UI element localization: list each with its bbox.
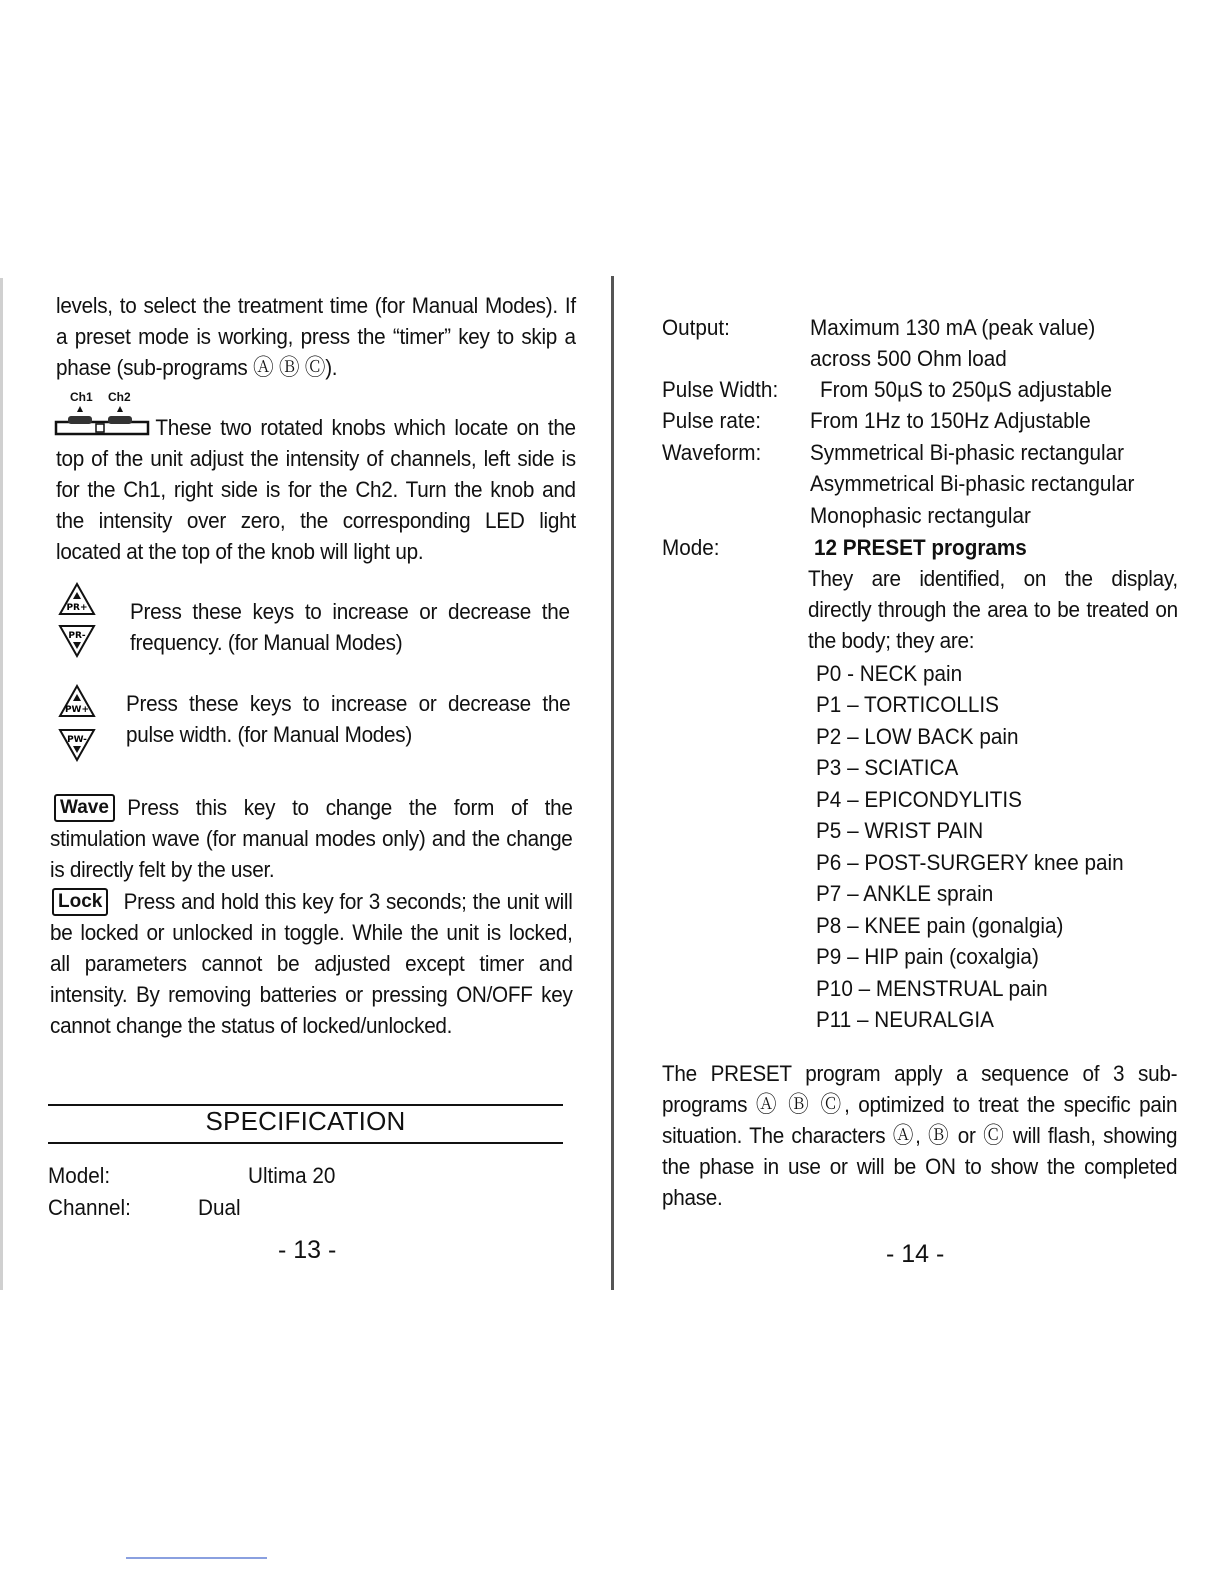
spec-bottom-rule	[48, 1142, 563, 1144]
ch1-label: Ch1	[70, 390, 93, 404]
pw-paragraph: Press these keys to increase or decrease the pulse width. (for Manual Modes)	[126, 691, 571, 747]
spec-title: SPECIFICATION	[205, 1106, 406, 1136]
program-item: P3 – SCIATICA	[816, 755, 959, 780]
pw-up-label: PW+	[64, 705, 90, 715]
pw-down-key-icon	[58, 728, 96, 762]
mode-heading: 12 PRESET programs	[814, 535, 1027, 560]
waveform-item: Monophasic rectangular	[810, 503, 1031, 528]
pr-down-label: PR-	[68, 631, 86, 641]
program-item: P6 – POST-SURGERY knee pain	[816, 850, 1124, 875]
program-item: P7 – ANKLE sprain	[816, 881, 994, 906]
intro-paragraph: levels, to select the treatment time (for Manual Modes). If a preset mode is working, press the “timer” key to skip a phase (sub-programs Ⓐ Ⓑ Ⓒ).	[56, 293, 576, 380]
pulse-rate-label: Pulse rate:	[662, 408, 761, 433]
wave-key-icon: Wave	[54, 794, 115, 822]
program-item: P2 – LOW BACK pain	[816, 724, 1019, 749]
pw-down-label: PW-	[67, 735, 87, 745]
waveform-item: Symmetrical Bi-phasic rectangular	[810, 440, 1125, 465]
page-number-13: - 13 -	[278, 1236, 337, 1264]
pr-paragraph: Press these keys to increase or decrease the frequency. (for Manual Modes)	[130, 599, 570, 655]
knob-paragraph: These two rotated knobs which locate on the top of the unit adjust the intensity of channels, left side is for the Ch1, right side is for the Ch2. Turn the knob and the intensity over zero, the corresponding LED light located at the top of the knob will light up.	[56, 415, 576, 564]
program-item: P11 – NEURALGIA	[816, 1007, 994, 1032]
program-item: P9 – HIP pain (coxalgia)	[816, 944, 1039, 969]
wave-paragraph: Press this key to change the form of the stimulation wave (for manual modes only) and the change is directly felt by the user.	[50, 795, 573, 882]
program-item: P0 - NECK pain	[816, 661, 963, 686]
model-value: Ultima 20	[248, 1163, 336, 1188]
program-item: P5 – WRIST PAIN	[816, 818, 984, 843]
pr-down-key-icon	[58, 624, 96, 658]
pr-up-label: PR+	[66, 603, 88, 613]
output-value-2: across 500 Ohm load	[810, 346, 1007, 371]
pw-up-key-icon	[58, 684, 96, 718]
page-number-14: - 14 -	[886, 1240, 945, 1268]
pulse-rate-value: From 1Hz to 150Hz Adjustable	[810, 408, 1091, 433]
closing-paragraph: The PRESET program apply a sequence of 3 sub-programs Ⓐ Ⓑ Ⓒ, optimized to treat the specific pain situation. The characters Ⓐ, Ⓑ or Ⓒ will flash, showing the phase in use or will be ON to show the completed phase.	[662, 1061, 1178, 1210]
channel-value: Dual	[198, 1195, 241, 1220]
mode-description: They are identified, on the display, directly through the area to be treated on the body; they are:	[808, 566, 1178, 653]
ch2-label: Ch2	[108, 390, 131, 404]
program-item: P4 – EPICONDYLITIS	[816, 787, 1022, 812]
pulse-width-value: From 50µS to 250µS adjustable	[820, 377, 1112, 402]
program-item: P8 – KNEE pain (gonalgia)	[816, 913, 1064, 938]
pulse-width-label: Pulse Width:	[662, 377, 779, 402]
output-label: Output:	[662, 315, 730, 340]
page-edge	[0, 278, 3, 1290]
model-label: Model:	[48, 1163, 111, 1188]
program-item: P1 – TORTICOLLIS	[816, 692, 999, 717]
output-value-1: Maximum 130 mA (peak value)	[810, 315, 1096, 340]
waveform-label: Waveform:	[662, 440, 762, 465]
pr-up-key-icon	[58, 582, 96, 616]
lock-key-icon: Lock	[52, 888, 108, 916]
bottom-link-underline	[126, 1557, 267, 1559]
mode-label: Mode:	[662, 535, 720, 560]
lock-paragraph: Press and hold this key for 3 seconds; the unit will be locked or unlocked in toggle. While the unit is locked, all parameters cannot be adjusted except timer and intensity. By removing batteries or pressing ON/OFF key cannot change the status of locked/unlocked.	[50, 889, 573, 1038]
page-divider	[611, 276, 614, 1290]
channel-label: Channel:	[48, 1195, 131, 1220]
program-item: P10 – MENSTRUAL pain	[816, 976, 1048, 1001]
waveform-item: Asymmetrical Bi-phasic rectangular	[810, 471, 1135, 496]
